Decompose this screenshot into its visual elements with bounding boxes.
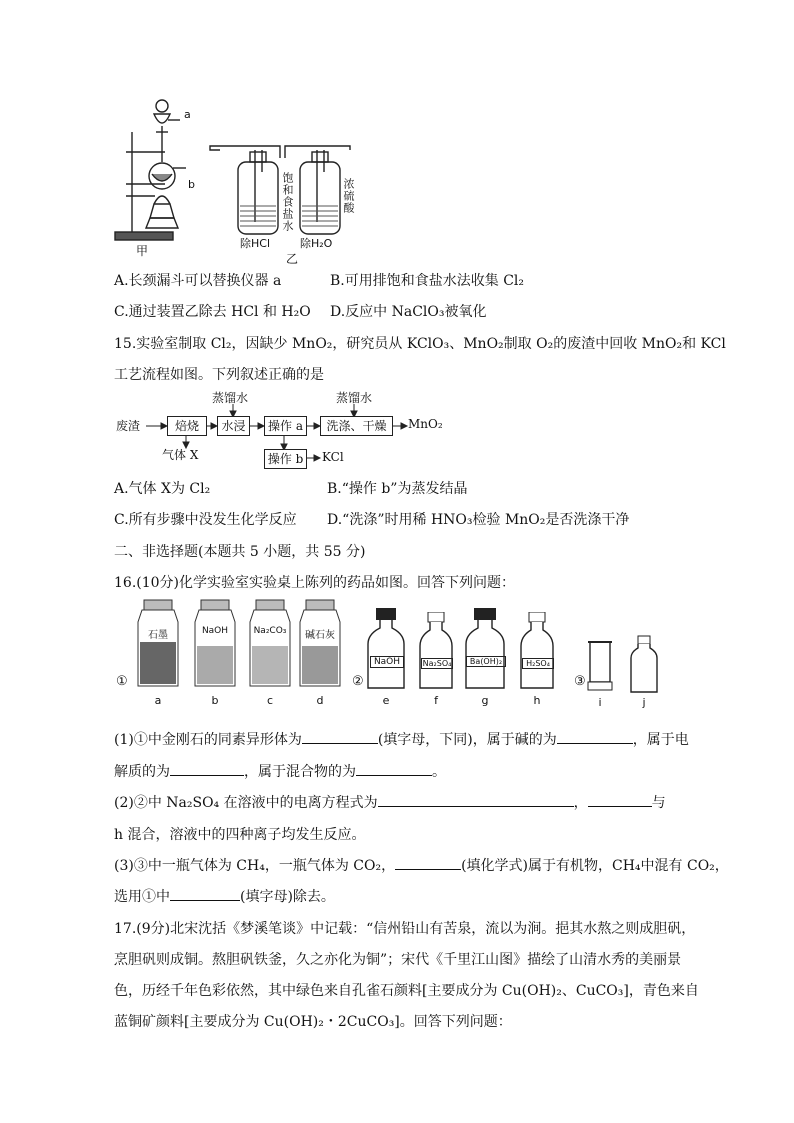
q16-p1-d: 解质的为 [114,764,170,780]
q16-p1-f: 。 [432,764,446,780]
jar-c-drawing [246,598,294,690]
flow-water-1: 蒸馏水 [212,391,249,405]
answer-blank-6[interactable] [588,792,652,807]
jar-d [296,598,344,710]
q14-option-a: A.长颈漏斗可以替换仪器 a [114,273,282,289]
group2-marker: ② [352,674,364,689]
jar-b [191,598,239,710]
q16-part2-line2: h 混合，溶液中的四种离子均发生反应。 [114,827,366,843]
jar-c [246,598,294,710]
q17-line4: 蓝铜矿颜料[主要成分为 Cu(OH)₂・2CuCO₃]。回答下列问题： [114,1014,512,1030]
jar-a-label: 石墨 [148,630,168,641]
q16-p3-d: (填字母)除去。 [240,889,335,905]
q16-stem: 16.(10分)化学实验室实验桌上陈列的药品如图。回答下列问题： [114,575,516,591]
bottle-g-drawing [462,608,508,690]
q14-option-d: D.反应中 NaClO₃被氧化 [330,304,487,320]
q16-part1-line1 [114,729,689,749]
jar-d-label: 碱石灰 [305,630,335,641]
bottle-f-label: Na₂SO₄ [422,659,452,668]
flow-op-a: 操作 a [264,416,307,436]
flow-product-mno2: MnO₂ [408,417,443,431]
q16-p3-a: (3)③中一瓶气体为 CH₄，一瓶气体为 CO₂， [114,858,396,874]
bottle-e-drawing [364,608,408,690]
bottle-i-letter: i [598,696,602,709]
bottle-i-drawing [586,638,614,694]
answer-blank-8[interactable] [170,886,240,901]
q15-option-d: D.“洗涤”时用稀 HNO₃检验 MnO₂是否洗涤干净 [327,512,630,528]
bottle-g-letter: g [481,694,489,707]
q17-line2: 烹胆矾则成铜。熬胆矾铁釜，久之亦化为铜”；宋代《千里江山图》描绘了山清水秀的美丽景 [114,952,682,968]
bottle-g [462,608,508,710]
answer-blank-1[interactable] [302,729,378,744]
bottle-f-drawing [416,612,456,690]
reagent-figure [114,598,662,710]
q15-stem-line2: 工艺流程如图。下列叙述正确的是 [114,367,324,383]
jar-d-drawing [296,598,344,690]
bottle1-caption: 除HCl [240,237,271,250]
apparatus-figure [110,92,370,266]
jar-b-drawing [191,598,239,690]
bottle-e-letter: e [382,694,390,707]
q17-line1: 17.(9分)北宋沈括《梦溪笔谈》中记载：“信州铅山有苦泉，流以为涧。挹其水熬之则成胆矾， [114,921,696,937]
q15-stem-line1: 15.实验室制取 Cl₂，因缺少 MnO₂，研究员从 KClO₃、MnO₂制取 O₂的废渣中回收 MnO₂和 KCl [114,336,726,352]
bottle-h-letter: h [533,694,541,707]
q15-option-c: C.所有步骤中没发生化学反应 [114,512,297,528]
q16-part3-line1 [114,855,729,875]
q16-p3-c: 选用①中 [114,889,170,905]
q16-p2-a: (2)②中 Na₂SO₄ 在溶液中的电离方程式为 [114,795,378,811]
jar-c-label: Na₂CO₃ [253,626,287,636]
q16-p1-a: (1)①中金刚石的同素异形体为 [114,732,302,748]
flow-roast: 焙烧 [167,416,207,436]
jar-a-letter: a [154,694,162,707]
q17-line3: 色，历经千年色彩依然，其中绿色来自孔雀石颜料[主要成分为 Cu(OH)₂、CuCO₃]，青色来自 [114,983,699,999]
flow-product-kcl: KCl [322,450,344,464]
group3-marker: ③ [574,674,586,689]
label-a: a [184,108,191,121]
group1-marker: ① [116,674,128,689]
flowchart [116,386,456,468]
section-heading: 二、非选择题(本题共 5 小题，共 55 分) [114,544,366,560]
flow-op-b: 操作 b [264,449,307,469]
label-jia: 甲 [136,244,149,258]
bottle1-text: 饱和食盐水 [281,172,294,232]
bottle-h-label: H₂SO₄ [522,658,554,669]
jar-b-label: NaOH [201,626,229,636]
jar-a [134,598,182,710]
q16-p2-b: ， [573,795,588,811]
bottle-h-drawing [517,612,557,690]
answer-blank-7[interactable] [395,855,461,870]
flow-water-leach: 水浸 [217,416,250,436]
q16-p1-b: (填字母，下同)，属于碱的为 [377,732,557,748]
bottle-j [628,634,660,710]
answer-blank-5[interactable] [378,792,574,807]
q16-p3-b: (填化学式)属于有机物，CH₄中混有 CO₂， [461,858,729,874]
q16-p1-c: ，属于电 [632,732,689,748]
bottle-j-letter: j [642,696,646,709]
bottle2-caption: 除H₂O [300,237,333,250]
flow-wash-dry: 洗涤、干燥 [320,416,393,436]
flow-waste: 废渣 [116,419,141,433]
q16-p2-c: 与 [651,795,666,811]
jar-c-letter: c [266,694,274,707]
bottle-e [364,608,408,710]
bottle-f-letter: f [434,694,438,707]
bottle-h [517,612,557,710]
jar-a-drawing [134,598,182,690]
q16-part3-line2 [114,886,335,906]
answer-blank-2[interactable] [557,729,633,744]
jar-d-letter: d [316,694,324,707]
bottle-e-label: NaOH [370,656,404,668]
q15-option-a: A.气体 X为 Cl₂ [114,481,211,497]
label-yi: 乙 [286,252,299,266]
flow-water-2: 蒸馏水 [336,391,373,405]
label-b: b [188,178,195,191]
q14-option-b: B.可用排饱和食盐水法收集 Cl₂ [330,273,524,289]
bottle2-text: 浓硫酸 [342,178,355,214]
answer-blank-3[interactable] [170,761,244,776]
q16-part1-line2 [114,761,446,781]
bottle-i [586,638,614,710]
q16-p1-e: ，属于混合物的为 [244,764,356,780]
flow-gas-x: 气体 X [162,448,199,462]
q16-part2-line1 [114,792,666,812]
q14-option-c: C.通过装置乙除去 HCl 和 H₂O [114,304,311,320]
jar-b-letter: b [211,694,219,707]
q15-option-b: B.“操作 b”为蒸发结晶 [327,481,468,497]
answer-blank-4[interactable] [356,761,432,776]
bottle-j-drawing [628,634,660,694]
bottle-g-label: Ba(OH)₂ [466,656,506,667]
bottle-f [416,612,456,710]
